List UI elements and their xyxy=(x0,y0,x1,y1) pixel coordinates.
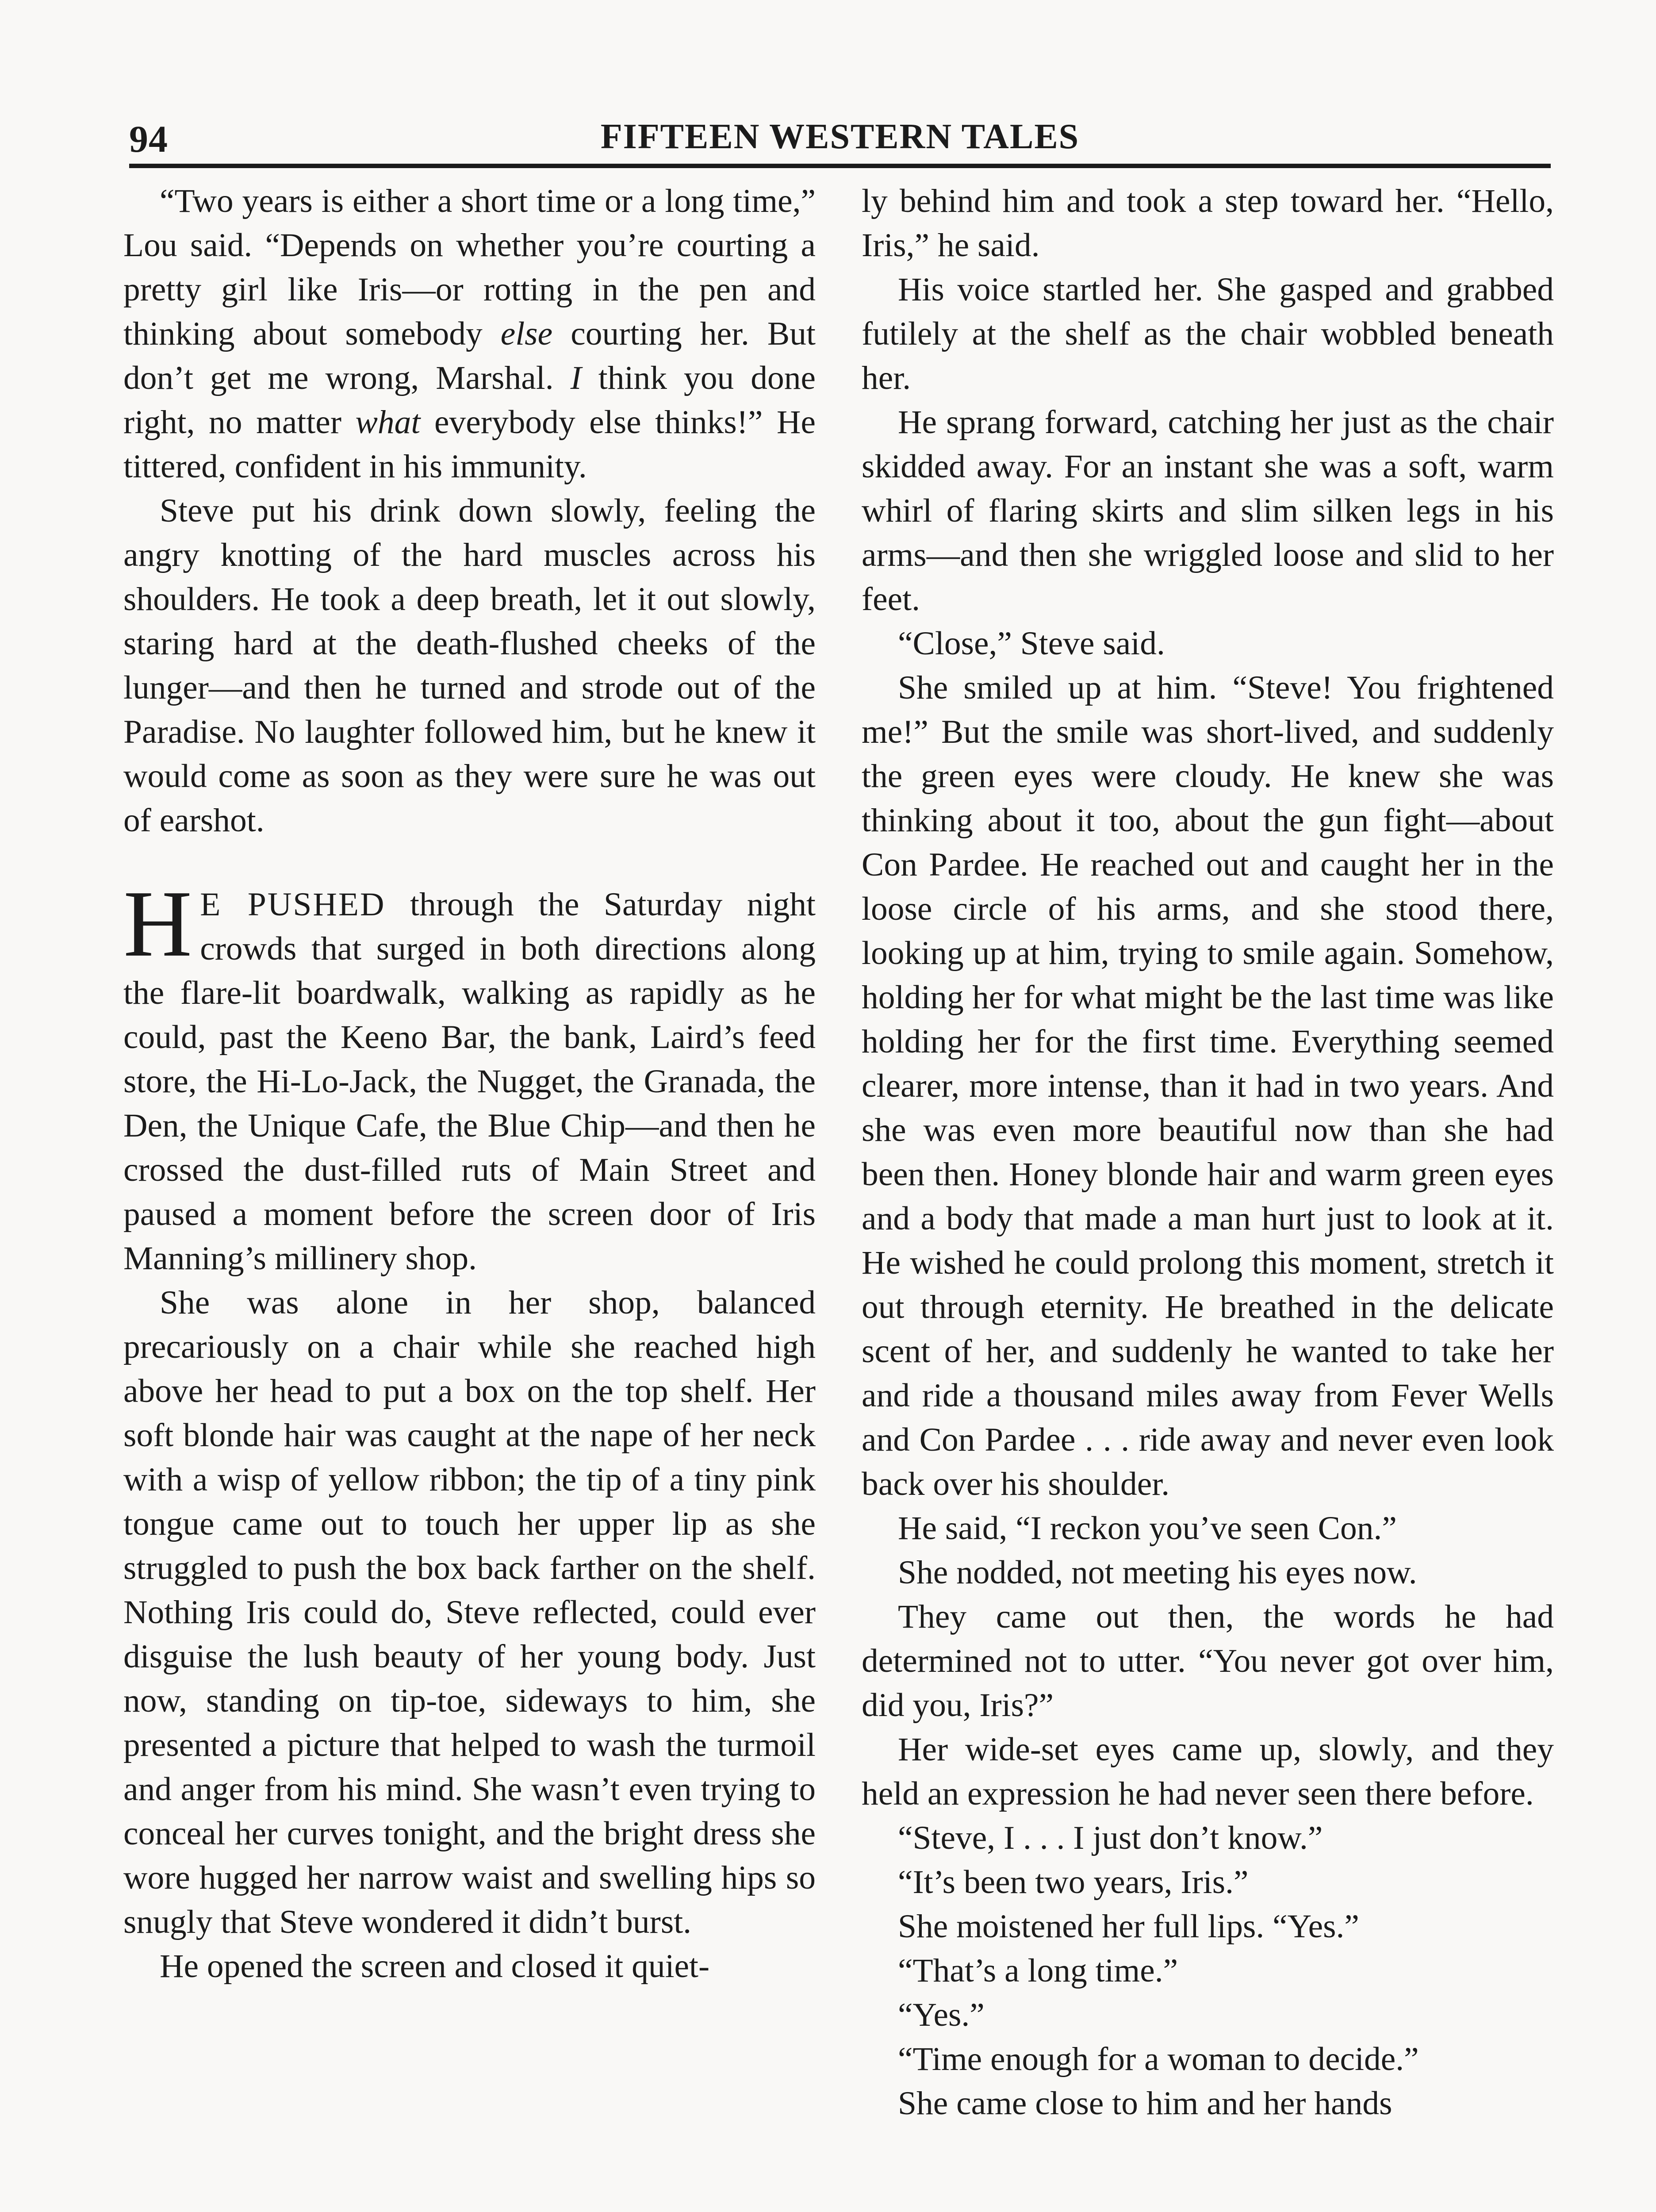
paragraph: “Time enough for a woman to decide.” xyxy=(898,2041,1419,2078)
left-column xyxy=(123,179,816,2212)
page-number: 94 xyxy=(129,118,168,160)
paragraph: She came close to him and her hands xyxy=(898,2085,1392,2122)
paragraph: She nodded, not meeting his eyes now. xyxy=(898,1554,1417,1591)
paragraph: They came out then, the words he had determined not to utter. “You never got over him, did you, Iris?” xyxy=(862,1598,1554,1724)
paragraph: “Steve, I . . . I just don’t know.” xyxy=(898,1820,1323,1856)
paragraph: “Yes.” xyxy=(898,1997,985,2033)
paragraph: “That’s a long time.” xyxy=(898,1952,1178,1989)
paragraph: He sprang forward, catching her just as the chair skidded away. For an instant she was a soft, warm whirl of flaring skirts and slim silken legs in his arms—and then she wriggled loose and slid to her feet. xyxy=(862,404,1554,618)
paragraph: He said, “I reckon you’ve seen Con.” xyxy=(898,1510,1397,1547)
paragraph: Steve put his drink down slowly, feeling the angry knotting of the hard muscles across his shoulders. He took a deep breath, let it out slowly, staring hard at the death-flushed cheeks of the lunger—and then he turned and strode out of the Paradise. No laughter followed him, but he knew it would come as soon as they were sure he was out of earshot. xyxy=(123,492,816,839)
header-rule xyxy=(129,164,1551,168)
paragraph: He opened the screen and closed it quiet- xyxy=(160,1948,710,1985)
paragraph: She was alone in her shop, balanced precariously on a chair while she reached high above her head to put a box on the top shelf. Her soft blonde hair was caught at the nape of her neck with a wisp of yellow ribbon; the tip of a tiny pink tongue came out to touch her upper lip as she struggled to push the box back farther on the shelf. Nothing Iris could do, Steve reflected, could ever disguise the lush beauty of her young body. Just now, standing on tip-toe, sideways to him, she presented a picture that helped to wash the turmoil and anger from his mind. She wasn’t even trying to conceal her curves tonight, and the bright dress she wore hugged her narrow waist and swelling hips so snugly that Steve wondered it didn’t burst. xyxy=(123,1284,816,1940)
paragraph: She smiled up at him. “Steve! You frightened me!” But the smile was short-lived, and suddenly the green eyes were cloudy. He knew she was thinking about it too, about the gun fight—about Con Pardee. He reached out and caught her in the loose circle of his arms, and she stood there, looking up at him, trying to smile again. Somehow, holding her for what might be the last time was like holding her for the first time. Everything seemed clearer, more intense, than it had in two years. And she was even more beautiful now than she had been then. Honey blonde hair and warm green eyes and a body that made a man hurt just to look at it. He wished he could prolong this moment, stretch it out through eternity. He breathed in the delicate scent of her, and suddenly he wanted to take her and ride a thousand miles away from Fever Wells and Con Pardee . . . ride away and never even look back over his shoulder. xyxy=(862,669,1554,1502)
paragraph: She moistened her full lips. “Yes.” xyxy=(898,1908,1359,1945)
paragraph: ly behind him and took a step toward her. “Hello, Iris,” he said. xyxy=(862,183,1554,264)
right-column xyxy=(862,179,1554,2212)
paragraph: Her wide-set eyes came up, slowly, and they held an expression he had never seen there before. xyxy=(862,1731,1554,1812)
paragraph: “It’s been two years, Iris.” xyxy=(898,1864,1249,1901)
running-title: FIFTEEN WESTERN TALES xyxy=(600,117,1080,156)
paragraph: “Two years is either a short time or a long time,” Lou said. “Depends on whether you’re courting a pretty girl like Iris—or rotting in the pen and thinking about somebody else courting her. But don’t get me wrong, Marshal. I think you done right, no matter what everybody else thinks!” He tittered, confident in his immunity. xyxy=(123,183,816,485)
drop-cap: H xyxy=(123,871,192,976)
section-opening-paragraph: H E PUSHED through the Saturday night crowds that surged in both directions along the flare-lit boardwalk, walking as rapidly as he could, past the Keeno Bar, the bank, Laird’s feed store, the Hi-Lo-Jack, the Nugget, the Granada, the Den, the Unique Cafe, the Blue Chip—and then he crossed the dust-filled ruts of Main Street and paused a moment before the screen door of Iris Manning’s millinery shop. xyxy=(123,871,816,1277)
paragraph: “Close,” Steve said. xyxy=(898,625,1165,662)
paragraph: His voice startled her. She gasped and grabbed futilely at the shelf as the chair wobbled beneath her. xyxy=(862,271,1554,396)
